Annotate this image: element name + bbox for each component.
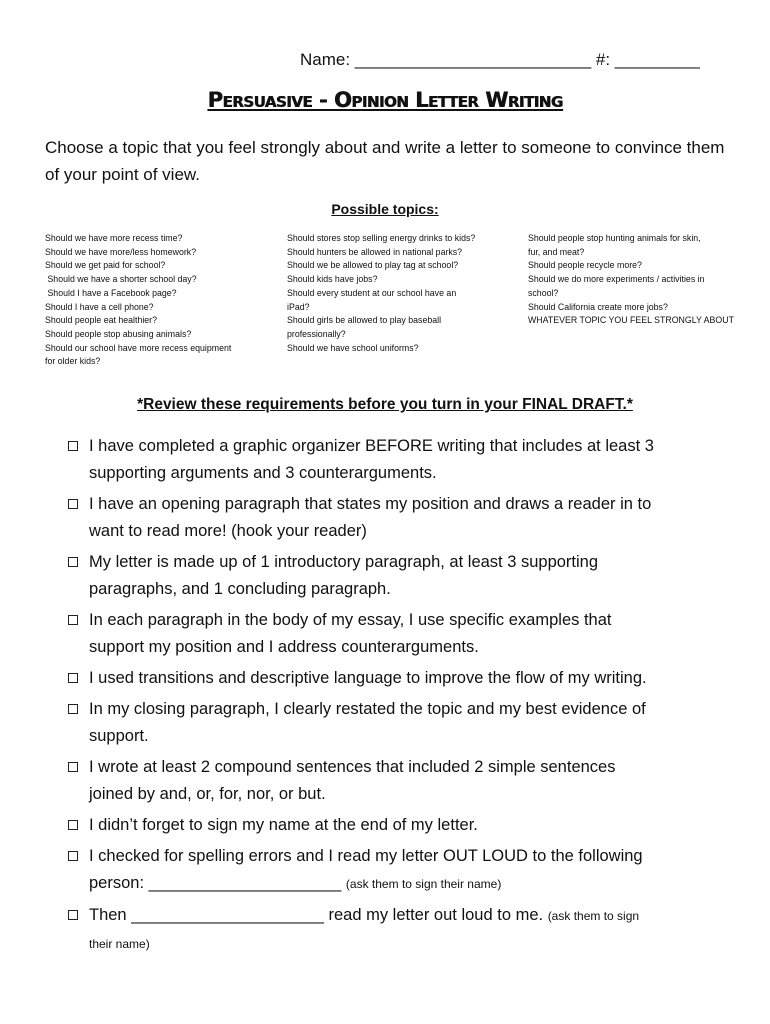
topic-item: Should people eat healthier? <box>45 315 158 326</box>
requirements-checklist <box>68 433 758 962</box>
checkbox[interactable] <box>68 615 78 625</box>
checkbox[interactable] <box>68 704 78 714</box>
checklist-text: I have an opening paragraph that states my position and draws a reader in to want to read more! (hook your reader) <box>89 495 652 540</box>
topic-item: Should we have more/less homework? <box>45 246 197 257</box>
checklist-text: I used transitions and descriptive language to improve the flow of my writing. <box>89 669 647 687</box>
checkbox[interactable] <box>68 762 78 772</box>
topics-column-3 <box>528 232 758 328</box>
checkbox[interactable] <box>68 557 78 567</box>
topic-item: Should California create more jobs? <box>528 301 668 312</box>
checklist-text: Then _____________________ read my letter out loud to me. <box>89 906 548 924</box>
checklist-item <box>68 902 758 958</box>
topic-item: Should we have school uniforms? <box>287 342 419 353</box>
checklist-item <box>68 754 758 808</box>
topics-column-1 <box>45 232 275 369</box>
checkbox[interactable] <box>68 851 78 861</box>
topic-item: Should we do more experiments / activities in <box>528 274 705 285</box>
checklist-note: (ask them to sign their name) <box>345 877 502 891</box>
checklist-text: I wrote at least 2 compound sentences that included 2 simple sentences joined by and, or, for, nor, or but. <box>89 758 616 803</box>
topics-heading: Possible topics: <box>331 201 439 217</box>
topic-item: Should people stop abusing animals? <box>45 328 192 339</box>
intro-paragraph: Choose a topic that you feel strongly about and write a letter to someone to convince them of your point of view. <box>45 138 725 184</box>
checklist-item <box>68 696 758 750</box>
checkbox[interactable] <box>68 910 78 920</box>
checklist-text: In each paragraph in the body of my essay, I use specific examples that support my position and I address counterarguments. <box>89 611 612 656</box>
checklist-item <box>68 433 758 487</box>
checkbox[interactable] <box>68 499 78 509</box>
topic-item: Should we get paid for school? <box>45 260 166 271</box>
topic-item: Should our school have more recess equipment <box>45 342 232 353</box>
checkbox[interactable] <box>68 441 78 451</box>
checklist-item <box>68 812 758 839</box>
topic-item: Should kids have jobs? <box>287 274 378 285</box>
checkbox[interactable] <box>68 820 78 830</box>
checklist-text: I didn’t forget to sign my name at the end of my letter. <box>89 816 478 834</box>
topic-item: WHATEVER TOPIC YOU FEEL STRONGLY ABOUT <box>528 315 734 326</box>
checklist-note: (ask them to sign their name) <box>89 909 640 951</box>
topic-item: Should girls be allowed to play baseball <box>287 315 442 326</box>
topics-column-2 <box>287 232 517 355</box>
checklist-item <box>68 491 758 545</box>
topic-item: Should every student at our school have an <box>287 287 457 298</box>
topic-item: Should we have more recess time? <box>45 233 183 243</box>
topic-item: Should we have a shorter school day? <box>45 274 197 285</box>
topic-item: for older kids? <box>45 356 101 367</box>
topic-item: fur, and meat? <box>528 246 585 257</box>
checklist-item <box>68 549 758 603</box>
checklist-item <box>68 665 758 692</box>
review-requirements-heading: *Review these requirements before you turn in your FINAL DRAFT.* <box>137 396 633 413</box>
topic-item: professionally? <box>287 328 346 339</box>
topic-item: Should I have a cell phone? <box>45 301 154 312</box>
checklist-text: I have completed a graphic organizer BEFORE writing that includes at least 3 supporting arguments and 3 counterarguments. <box>89 437 654 482</box>
topic-item: iPad? <box>287 301 310 312</box>
topic-item: Should hunters be allowed in national parks? <box>287 246 463 257</box>
checklist-text: In my closing paragraph, I clearly restated the topic and my best evidence of support. <box>89 700 646 745</box>
topic-item: school? <box>528 287 559 298</box>
topic-item: Should we be allowed to play tag at school? <box>287 260 459 271</box>
topic-item: Should I have a Facebook page? <box>45 287 177 298</box>
topic-item: Should stores stop selling energy drinks to kids? <box>287 233 476 243</box>
topic-item: Should people recycle more? <box>528 260 642 271</box>
checklist-text: My letter is made up of 1 introductory paragraph, at least 3 supporting paragraphs, and 1 concluding paragraph. <box>89 553 599 598</box>
topic-item: Should people stop hunting animals for skin, <box>528 233 701 243</box>
checklist-text: I checked for spelling errors and I read my letter OUT LOUD to the following person: _____________________ <box>89 847 643 892</box>
name-and-number-line[interactable]: Name: _________________________ #: _________ <box>300 50 700 69</box>
checkbox[interactable] <box>68 673 78 683</box>
page-title: Persuasive - Opinion Letter Writing <box>207 88 563 112</box>
checklist-item <box>68 607 758 661</box>
checklist-item <box>68 843 758 898</box>
